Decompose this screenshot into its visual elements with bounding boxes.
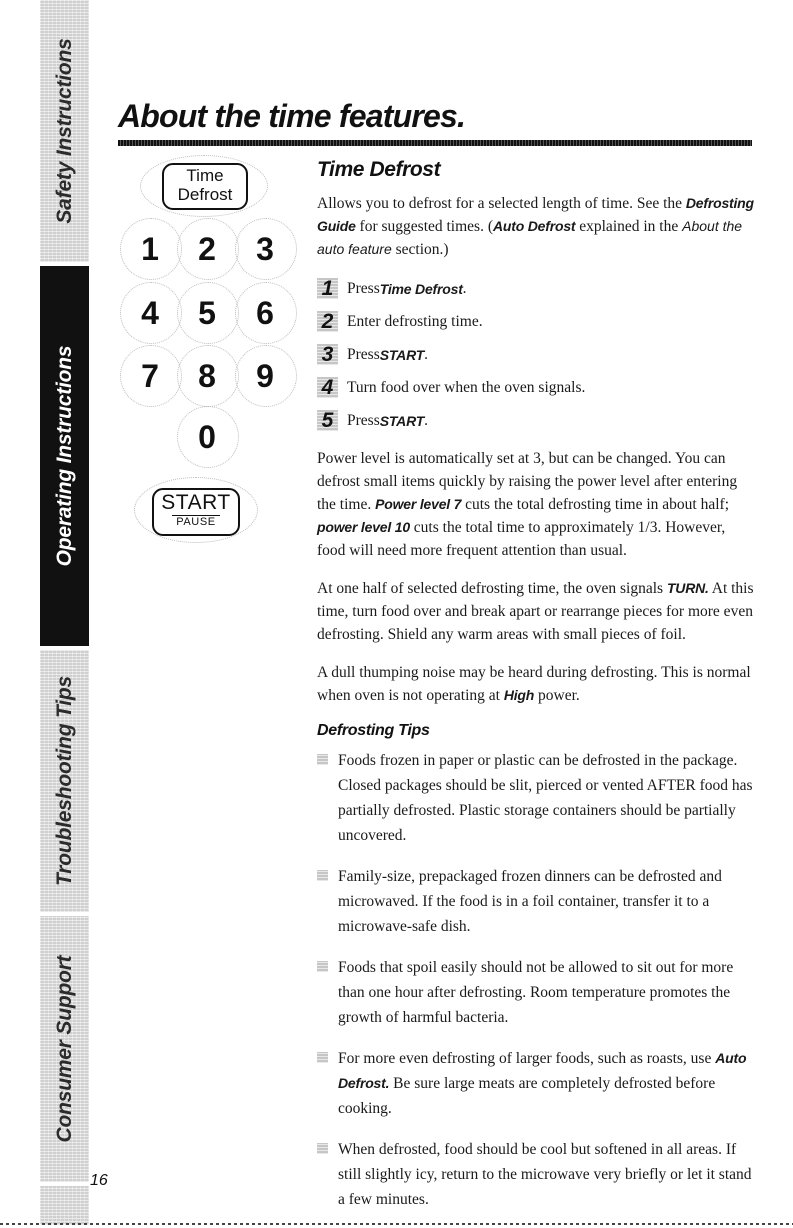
text-run: START	[379, 412, 425, 429]
text-run: Power level is automatically set at 3, but can be changed. You can defrost small items quickly by raising the power level after entering the time.	[317, 450, 738, 513]
text-run: TURN.	[666, 580, 709, 596]
step-number: 2	[321, 310, 334, 333]
step-number: 5	[321, 409, 334, 432]
tab-consumer-support[interactable]	[40, 916, 89, 1182]
digit-key: 6	[256, 295, 274, 331]
bullet-icon	[317, 1143, 328, 1154]
text-run: About the auto feature	[317, 218, 743, 257]
keypad-illustration	[132, 155, 304, 565]
step-number: 4	[321, 376, 334, 399]
tab-label: Consumer Support	[52, 955, 76, 1143]
tab-troubleshooting-tips[interactable]	[40, 650, 89, 912]
key-label: Defrost	[177, 185, 233, 204]
text-run: Press	[347, 345, 380, 363]
step-number: 3	[321, 343, 334, 366]
text-run: For more even defrosting of larger foods, such as roasts, use	[338, 1050, 716, 1067]
page-number: 16	[90, 1172, 108, 1189]
text-run: When defrosted, food should be cool but softened in all areas. If still slightly icy, return to the microwave very briefly or let it stand a few minutes.	[338, 1141, 752, 1208]
text-run: Family-size, prepackaged frozen dinners can be defrosted and microwaved. If the food is in a foil container, transfer it to a microwave-safe dish.	[338, 868, 722, 935]
bullet-icon	[317, 754, 328, 765]
turn-signal-paragraph	[317, 577, 755, 646]
step-number-badge	[317, 278, 338, 299]
step-item	[317, 276, 755, 301]
text-run: .	[424, 345, 428, 363]
text-run: Be sure large meats are completely defrosted before cooking.	[338, 1075, 716, 1117]
bullet-icon	[317, 870, 328, 881]
text-run: Turn food over when the oven signals.	[347, 378, 586, 396]
tip-item	[317, 748, 755, 848]
text-run: Enter defrosting time.	[347, 312, 483, 330]
text-run: START	[379, 346, 425, 363]
digit-key: 8	[198, 358, 216, 394]
step-number-badge	[317, 410, 338, 431]
text-run: A dull thumping noise may be heard during defrosting. This is normal when oven is not operating at	[317, 664, 751, 704]
power-level-paragraph	[317, 447, 755, 562]
text-run: cuts the total time to approximately 1/3. However, food will need more frequent attention than usual.	[317, 519, 726, 559]
section-tabs	[40, 0, 89, 1225]
tab-label: Safety Instructions	[52, 38, 76, 224]
text-run: .	[462, 279, 467, 297]
title-rule	[118, 140, 752, 146]
digit-key: 5	[198, 295, 216, 331]
tab-filler	[40, 1186, 89, 1225]
page-title: About the time features.	[118, 98, 466, 134]
text-run: power.	[534, 687, 580, 704]
tip-item	[317, 864, 755, 939]
digit-key: 0	[198, 419, 216, 455]
step-number-badge	[317, 344, 338, 365]
tab-label: Troubleshooting Tips	[52, 676, 76, 886]
tips-title: Defrosting Tips	[317, 722, 430, 739]
start-pause-key	[152, 488, 240, 536]
intro-paragraph	[317, 192, 755, 261]
tab-label: Operating Instructions	[52, 345, 76, 567]
step-item	[317, 309, 755, 334]
step-item	[317, 342, 755, 367]
text-run: Press	[347, 411, 380, 429]
text-run: .	[424, 411, 428, 429]
tips-list	[317, 748, 755, 1212]
key-label: Time	[186, 166, 224, 185]
digit-key: 3	[256, 231, 274, 267]
text-run: Foods that spoil easily should not be allowed to sit out for more than one hour after defrosting. Room temperature promotes the growth of harmful bacteria.	[338, 959, 734, 1026]
text-run: for suggested times. (	[355, 218, 493, 235]
text-run: cuts the total defrosting time in about half;	[461, 496, 729, 513]
text-run: At one half of selected defrosting time, the oven signals	[317, 580, 667, 597]
text-run: power level 10	[317, 519, 410, 535]
digit-key: 7	[141, 358, 159, 394]
text-run: Power level 7	[375, 496, 462, 512]
time-defrost-key	[162, 163, 248, 210]
tip-item	[317, 955, 755, 1030]
noise-paragraph	[317, 661, 755, 707]
step-number-badge	[317, 377, 338, 398]
tip-item	[317, 1137, 755, 1212]
text-run: Press	[347, 279, 380, 297]
digit-key: 9	[256, 358, 274, 394]
bullet-icon	[317, 1052, 328, 1063]
step-number-badge	[317, 311, 338, 332]
digit-key: 2	[198, 231, 216, 267]
text-run: Allows you to defrost for a selected length of time. See the	[317, 195, 686, 212]
digit-key: 4	[141, 295, 159, 331]
step-item	[317, 375, 755, 400]
text-run: Auto Defrost	[493, 218, 576, 234]
text-run: Auto Defrost.	[338, 1050, 747, 1091]
text-run: At this time, turn food over and break apart or rearrange pieces for more even defrosting. Shield any warm areas with small pieces of foil.	[317, 580, 754, 643]
text-run: High	[503, 687, 535, 703]
text-run: Time Defrost	[379, 280, 463, 297]
key-label: START	[161, 491, 231, 514]
tip-item	[317, 1046, 755, 1121]
bullet-icon	[317, 961, 328, 972]
key-label: PAUSE	[172, 515, 220, 529]
text-run: Foods frozen in paper or plastic can be defrosted in the package. Closed packages should be slit, pierced or vented AFTER food has partially defrosted. Plastic storage containers should be partially uncovered.	[338, 752, 753, 844]
section-title: Time Defrost	[317, 158, 441, 181]
tab-safety-instructions[interactable]	[40, 0, 89, 262]
text-run: explained in the	[575, 218, 683, 235]
tab-operating-instructions[interactable]	[40, 266, 89, 646]
step-number: 1	[321, 277, 334, 300]
step-list	[317, 276, 755, 433]
text-run: Defrosting Guide	[317, 195, 754, 234]
main-content	[317, 158, 755, 1228]
digit-key: 1	[141, 231, 159, 267]
step-item	[317, 408, 755, 433]
text-run: section.)	[391, 241, 449, 258]
